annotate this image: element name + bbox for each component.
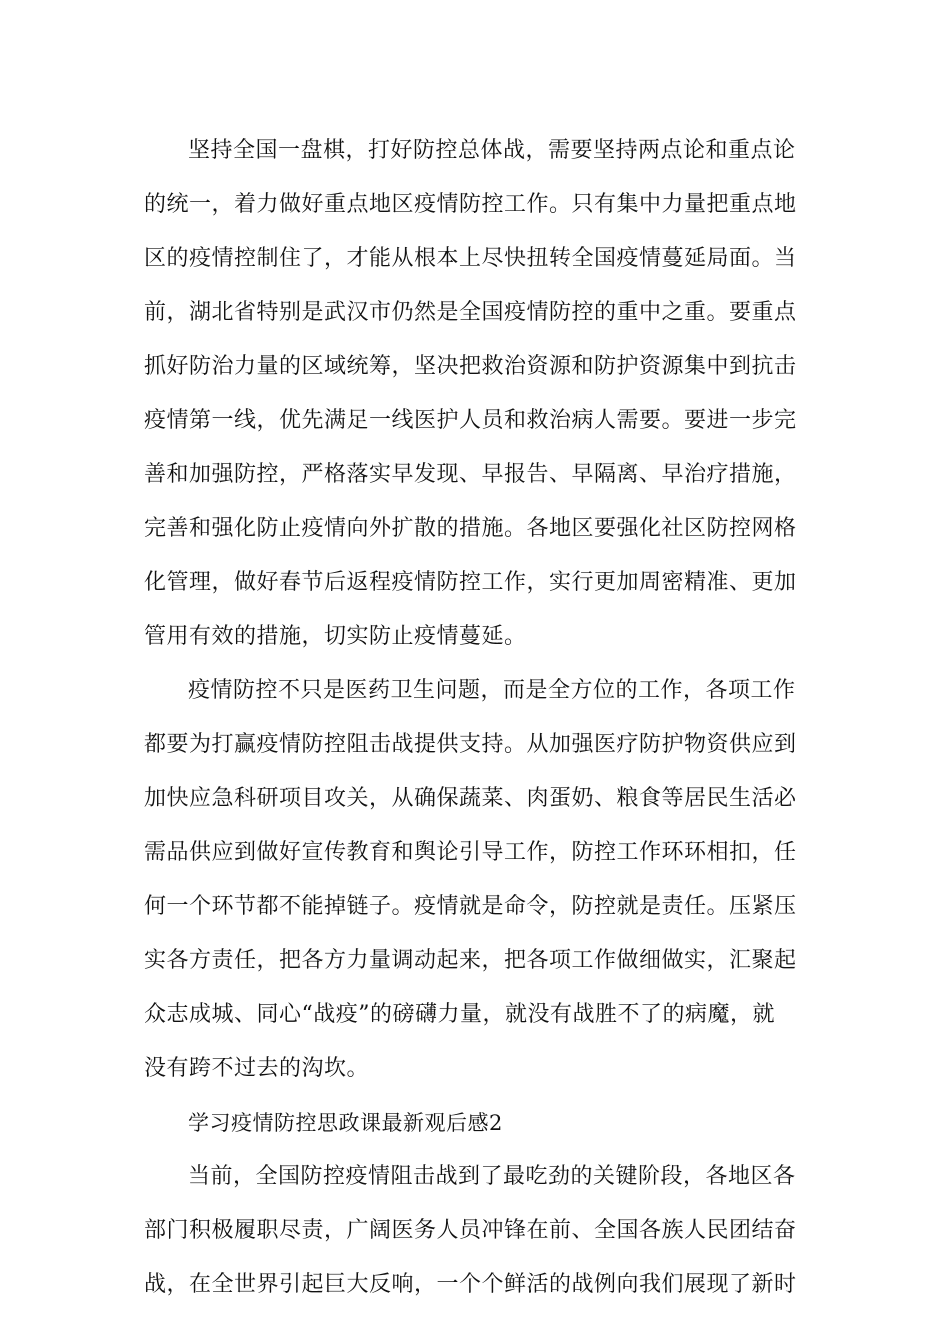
paragraph-line: 前，湖北省特别是武汉市仍然是全国疫情防控的重中之重。要重点 bbox=[144, 300, 797, 325]
paragraph-line: 的统一，着力做好重点地区疫情防控工作。只有集中力量把重点地 bbox=[144, 192, 797, 217]
paragraph-line: 区的疫情控制住了，才能从根本上尽快扭转全国疫情蔓延局面。当 bbox=[144, 246, 797, 271]
paragraph-line: 何一个环节都不能掉链子。疫情就是命令，防控就是责任。压紧压 bbox=[144, 894, 797, 919]
section-heading: 学习疫情防控思政课最新观后感2 bbox=[188, 1111, 503, 1135]
paragraph-line: 完善和强化防止疫情向外扩散的措施。各地区要强化社区防控网格 bbox=[144, 516, 797, 541]
paragraph-2 bbox=[144, 664, 806, 1096]
paragraph-line: 实各方责任，把各方力量调动起来，把各项工作做细做实，汇聚起 bbox=[144, 948, 797, 973]
paragraph-line: 需品供应到做好宣传教育和舆论引导工作，防控工作环环相扣，任 bbox=[144, 840, 797, 865]
paragraph-line: 善和加强防控，严格落实早发现、早报告、早隔离、早治疗措施， bbox=[144, 462, 797, 487]
paragraph-1 bbox=[144, 124, 806, 664]
paragraph-line: 都要为打赢疫情防控阻击战提供支持。从加强医疗防护物资供应到 bbox=[144, 732, 797, 757]
paragraph-line: 没有跨不过去的沟坎。 bbox=[144, 1056, 370, 1081]
document-body bbox=[144, 124, 806, 1312]
paragraph-line: 疫情防控不只是医药卫生问题，而是全方位的工作，各项工作 bbox=[188, 678, 796, 703]
paragraph-line: 当前，全国防控疫情阻击战到了最吃劲的关键阶段，各地区各 bbox=[188, 1164, 796, 1189]
paragraph-line: 化管理，做好春节后返程疫情防控工作，实行更加周密精准、更加 bbox=[144, 570, 797, 595]
paragraph-line: 部门积极履职尽责，广阔医务人员冲锋在前、全国各族人民团结奋 bbox=[144, 1218, 797, 1243]
paragraph-line: 战，在全世界引起巨大反响，一个个鲜活的战例向我们展现了新时 bbox=[144, 1272, 797, 1297]
paragraph-line: 疫情第一线，优先满足一线医护人员和救治病人需要。要进一步完 bbox=[144, 408, 797, 433]
paragraph-line: 管用有效的措施，切实防止疫情蔓延。 bbox=[144, 624, 527, 649]
paragraph-line: 坚持全国一盘棋，打好防控总体战，需要坚持两点论和重点论 bbox=[188, 138, 796, 163]
paragraph-line: 抓好防治力量的区域统筹，坚决把救治资源和防护资源集中到抗击 bbox=[144, 354, 797, 379]
paragraph-line: 加快应急科研项目攻关，从确保蔬菜、肉蛋奶、粮食等居民生活必 bbox=[144, 786, 797, 811]
paragraph-3 bbox=[144, 1150, 806, 1312]
paragraph-line: 众志成城、同心“战疫”的磅礴力量，就没有战胜不了的病魔，就 bbox=[144, 1002, 775, 1027]
